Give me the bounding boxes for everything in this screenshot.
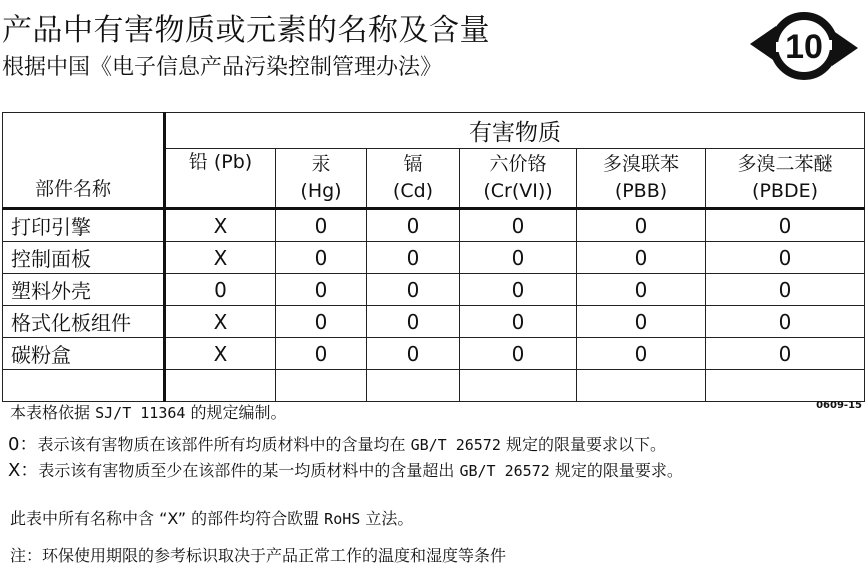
substance-value-cell: 0 [577,242,706,274]
substance-column-header [276,149,367,209]
substance-column-header [367,149,460,209]
substance-value-cell: 0 [460,242,577,274]
substance-value-cell: 0 [577,306,706,338]
basis-pre: 本表格依据 [10,403,91,422]
x-legend [8,460,683,482]
substance-value-cell [276,370,367,402]
substance-symbol: (PBB) [614,180,668,202]
substance-value-cell: 0 [367,209,460,242]
substance-value-cell: 0 [165,274,276,306]
rohs-standard: RoHS [324,510,361,528]
substance-name: 六价铬 [489,153,547,175]
substance-value-cell: 0 [706,306,865,338]
substance-symbol: (Hg) [300,180,342,202]
substance-value-cell: 0 [367,306,460,338]
part-name-header: 部件名称 [3,113,165,209]
substance-value-cell: X [165,338,276,370]
x-post: 规定的限量要求。 [554,461,683,480]
substance-value-cell: 0 [460,274,577,306]
x-symbol: X： [8,460,39,481]
substance-value-cell: 0 [706,209,865,242]
document-title: 产品中有害物质或元素的名称及含量 [2,13,490,48]
substance-name: 多溴二苯醚 [737,153,833,175]
substance-value-cell [706,370,865,402]
basis-post: 的规定编制。 [190,403,287,422]
substance-name: 多溴联苯 [602,153,679,175]
table-row [3,209,865,242]
substance-name: 镉 [403,153,423,175]
substance-value-cell: 0 [276,306,367,338]
substance-value-cell [577,370,706,402]
substance-symbol: (PBDE) [752,180,818,202]
substance-value-cell: 0 [577,209,706,242]
hazardous-substances-header: 有害物质 [165,113,865,149]
substance-value-cell: 0 [276,338,367,370]
substance-symbol: (Cr(VI)) [483,180,553,202]
basis-note [10,402,287,424]
substance-column-header [165,149,276,209]
substance-value-cell [460,370,577,402]
zero-pre: 表示该有害物质在该部件所有均质材料中的含量均在 [37,435,406,454]
part-name-cell: 碳粉盒 [3,338,165,370]
part-name-cell [3,370,165,402]
part-name-cell: 控制面板 [3,242,165,274]
table-body [3,209,865,402]
substance-value-cell: 0 [276,209,367,242]
substance-value-cell: 0 [577,274,706,306]
footnote: 注：环保使用期限的参考标识取决于产品正常工作的温度和湿度等条件 [10,546,507,565]
environmental-protection-use-period-logo [748,2,860,90]
substance-symbol: (Cd) [392,180,434,202]
table-row [3,242,865,274]
substance-value-cell: 0 [367,242,460,274]
substance-value-cell: 0 [276,242,367,274]
substance-value-cell [165,370,276,402]
substance-value-cell: X [165,209,276,242]
part-name-cell: 塑料外壳 [3,274,165,306]
x-standard: GB/T 26572 [459,462,550,480]
substance-column-header [706,149,865,209]
substance-value-cell: 0 [276,274,367,306]
substance-column-header [460,149,577,209]
rohs-note [10,508,413,530]
zero-standard: GB/T 26572 [410,436,501,454]
substance-value-cell: X [165,306,276,338]
rohs-post: 立法。 [365,509,414,528]
table-row [3,370,865,402]
substance-value-cell: 0 [706,338,865,370]
substance-column-header [577,149,706,209]
table-row [3,338,865,370]
logo-number: 10 [785,28,823,66]
x-pre: 表示该有害物质至少在该部件的某一均质材料中的含量超出 [38,461,455,480]
part-name-cell: 格式化板组件 [3,306,165,338]
substance-value-cell: 0 [577,338,706,370]
substance-value-cell: 0 [367,274,460,306]
substance-name: 铅 (Pb) [188,151,253,173]
substance-value-cell: 0 [367,338,460,370]
zero-symbol: 0： [8,434,38,455]
substance-value-cell: 0 [706,274,865,306]
substance-name: 汞 [311,153,331,175]
part-name-cell: 打印引擎 [3,209,165,242]
substance-value-cell: 0 [460,209,577,242]
recycling-period-arrows-icon [748,2,860,90]
document-code: 0609-15 [816,400,862,411]
basis-standard: SJ/T 11364 [95,404,186,422]
substance-value-cell: X [165,242,276,274]
substance-value-cell: 0 [460,338,577,370]
substance-value-cell: 0 [706,242,865,274]
zero-post: 规定的限量要求以下。 [505,435,666,454]
hazardous-substances-table [2,112,865,402]
substance-value-cell: 0 [460,306,577,338]
rohs-pre: 此表中所有名称中含 “X” 的部件均符合欧盟 [10,509,320,528]
substance-value-cell [367,370,460,402]
document-subtitle: 根据中国《电子信息产品污染控制管理办法》 [2,55,443,80]
table-row [3,274,865,306]
zero-legend [8,434,666,456]
table-row [3,306,865,338]
